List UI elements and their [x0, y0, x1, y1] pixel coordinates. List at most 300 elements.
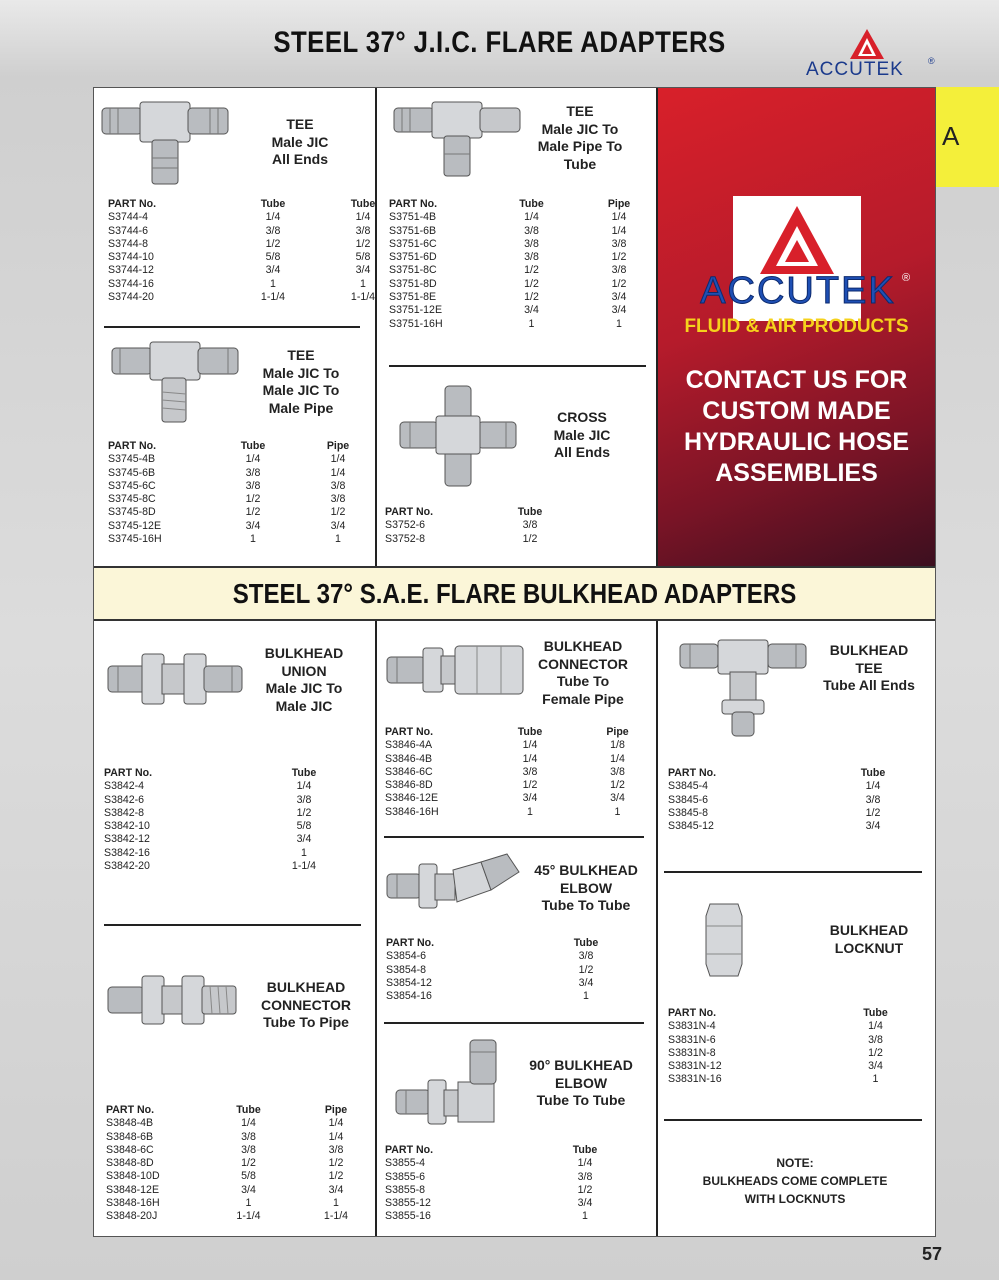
size-cell: 1/4 — [611, 211, 627, 224]
part-number-cell: S3751-6C — [389, 237, 437, 250]
part-number-cell: S3831N-8 — [668, 1046, 716, 1059]
table-row — [668, 1073, 923, 1086]
size-cell: 1/4 — [522, 752, 538, 765]
title-line: Tube To — [556, 673, 610, 689]
divider-rule — [104, 924, 361, 926]
part-number-cell: S3744-4 — [108, 211, 149, 224]
table-row — [385, 519, 565, 532]
part-number-cell: S3848-6B — [106, 1130, 154, 1143]
table-header-row — [668, 767, 918, 780]
table-row — [385, 1197, 615, 1210]
table-row — [389, 211, 674, 224]
size-cell: 3/8 — [330, 479, 346, 492]
product-title-bulkhead-elbow-45 — [526, 862, 646, 915]
size-cell: 5/8 — [265, 251, 281, 264]
size-cell: 1 — [614, 805, 621, 818]
size-cell: 1 — [583, 990, 589, 1003]
table-row — [389, 238, 674, 251]
size-cell: 1/4 — [330, 453, 346, 466]
divider-rule — [104, 326, 360, 328]
section-band — [94, 566, 935, 621]
table-row — [108, 467, 393, 480]
title-line: Male JIC — [275, 697, 333, 714]
title-line: ELBOW — [559, 879, 613, 896]
parts-table-bulkhead-locknut — [668, 1007, 923, 1087]
table-row — [104, 807, 354, 820]
parts-table-bulkhead-union — [104, 767, 354, 873]
promo-contact-text — [658, 365, 935, 489]
size-cell: 3/8 — [328, 1143, 344, 1156]
parts-table-cross — [385, 506, 565, 546]
table-row — [668, 1020, 923, 1033]
part-number-cell: S3854-6 — [386, 950, 427, 963]
table-row — [389, 264, 674, 277]
size-cell: 3/4 — [865, 820, 881, 833]
table-row — [385, 1210, 615, 1223]
table-row — [104, 833, 354, 846]
size-cell: 3/8 — [868, 1033, 883, 1046]
accutek-triangle-icon — [849, 28, 885, 60]
table-row — [385, 766, 675, 779]
table-row — [389, 278, 674, 291]
section-title: STEEL 37° S.A.E. FLARE BULKHEAD ADAPTERS — [232, 578, 797, 609]
table-row — [108, 291, 408, 304]
table-row — [108, 264, 408, 277]
divider-rule — [664, 1119, 922, 1121]
title-line: Female Pipe — [542, 690, 624, 707]
tee-pipe-fitting-image — [392, 98, 522, 180]
title-line: CONNECTOR — [538, 655, 628, 672]
part-number-cell: S3751-4B — [389, 211, 437, 224]
note-line: BULKHEADS COME COMPLETE — [702, 1174, 888, 1188]
size-cell: 1/2 — [245, 506, 261, 519]
size-cell: 1/4 — [865, 780, 881, 793]
part-number-cell: S3745-8D — [108, 506, 156, 519]
bulkhead-connector-female-image — [385, 642, 525, 698]
table-row — [106, 1144, 391, 1157]
size-cell: 3/8 — [577, 1170, 593, 1183]
size-cell: 1 — [250, 533, 256, 546]
part-number-cell: S3842-4 — [104, 780, 145, 793]
size-cell: 1 — [360, 277, 366, 290]
bulkhead-elbow-45-image — [385, 852, 525, 914]
title-line: CONNECTOR — [261, 996, 351, 1013]
size-cell: 1/2 — [868, 1046, 883, 1059]
table-row — [668, 794, 918, 807]
title-line: Male JIC — [553, 426, 611, 443]
size-cell: 3/4 — [296, 833, 312, 846]
size-cell: 1/2 — [611, 277, 627, 290]
part-number-cell: S3855-4 — [385, 1157, 426, 1170]
accutek-triangle-icon — [758, 204, 836, 276]
size-cell: 1/4 — [330, 466, 346, 479]
size-cell: 3/4 — [524, 304, 539, 317]
table-row — [386, 964, 616, 977]
table-row — [108, 533, 393, 546]
size-cell: 3/8 — [610, 765, 625, 778]
product-title-tee-jic-pipe — [240, 347, 362, 417]
size-cell: 1 — [245, 1197, 252, 1210]
size-cell: Tube — [573, 937, 599, 949]
table-row — [668, 1034, 923, 1047]
part-number-cell: S3854-12 — [386, 976, 432, 989]
size-cell: 1/4 — [328, 1117, 344, 1130]
size-cell: 1/4 — [265, 211, 281, 224]
table-row — [385, 753, 675, 766]
bulkhead-locknut-image — [704, 902, 744, 978]
title-line: Male Pipe To — [537, 138, 623, 154]
size-cell: 3/8 — [265, 224, 281, 237]
size-cell: Tube — [236, 1104, 261, 1116]
size-cell: 5/8 — [241, 1170, 256, 1183]
product-title-bulkhead-connector-female — [522, 638, 644, 708]
part-number-cell: S3831N-4 — [668, 1020, 716, 1033]
table-header-row — [108, 198, 408, 211]
part-number-cell: S3745-6B — [108, 466, 156, 479]
table-row — [668, 820, 918, 833]
parts-table-bulkhead-connector-pipe — [106, 1104, 391, 1224]
table-row — [385, 1157, 615, 1170]
table-header-row — [389, 198, 674, 211]
part-number-cell: S3744-6 — [108, 224, 149, 237]
size-cell: 1/4 — [611, 224, 627, 237]
product-title-tee — [240, 116, 360, 169]
table-row — [389, 318, 674, 331]
contact-line: HYDRAULIC HOSE — [683, 428, 909, 456]
part-number-cell: S3751-6B — [389, 224, 437, 237]
divider-rule — [389, 365, 646, 367]
size-cell: Tube — [519, 198, 544, 210]
part-number-cell: S3848-4B — [106, 1117, 154, 1130]
size-cell: 1/2 — [296, 806, 312, 819]
size-cell: 1/2 — [611, 251, 627, 264]
size-cell: 1/2 — [577, 1183, 593, 1196]
contact-line: CONTACT US FOR — [685, 366, 908, 394]
bulkhead-connector-pipe-image — [106, 972, 238, 1028]
table-row — [385, 1184, 615, 1197]
size-cell: 1/4 — [610, 752, 625, 765]
part-number-cell: S3751-8E — [389, 291, 437, 304]
table-row — [389, 291, 674, 304]
title-line: TEE — [855, 659, 883, 676]
part-number-cell: S3846-6C — [385, 765, 433, 778]
size-cell: 1/4 — [355, 211, 371, 224]
size-cell: 1/2 — [522, 532, 538, 545]
table-row — [108, 520, 393, 533]
table-row — [108, 251, 408, 264]
size-cell: 1/2 — [524, 277, 539, 290]
size-cell: 3/8 — [355, 224, 371, 237]
size-cell: 3/4 — [330, 519, 346, 532]
size-cell: Tube — [350, 198, 376, 210]
size-cell: 1/2 — [328, 1157, 344, 1170]
size-cell: 1 — [527, 805, 533, 818]
part-number-cell: PART No. — [668, 767, 717, 779]
divider-rule — [384, 1022, 644, 1024]
page-number: 57 — [922, 1244, 943, 1264]
size-cell: Pipe — [326, 440, 350, 452]
bulkhead-tee-image — [678, 636, 808, 740]
size-cell: 3/4 — [245, 519, 261, 532]
table-row — [668, 1060, 923, 1073]
title-line: Tube To Tube — [541, 897, 631, 913]
size-cell: Tube — [517, 506, 543, 518]
part-number-cell: S3842-16 — [104, 846, 150, 859]
title-line: Male JIC To — [262, 364, 340, 381]
size-cell: Tube — [291, 767, 317, 779]
title-line: Tube To Pipe — [263, 1014, 349, 1030]
part-number-cell: PART No. — [106, 1104, 155, 1116]
title-line: All Ends — [271, 151, 328, 167]
size-cell: 3/4 — [577, 1197, 593, 1210]
size-cell: Tube — [260, 198, 286, 210]
parts-table-bulkhead-tee — [668, 767, 918, 833]
part-number-cell: S3744-20 — [108, 291, 154, 304]
table-row — [106, 1157, 391, 1170]
product-title-bulkhead-union — [244, 645, 364, 715]
size-cell: 1/4 — [296, 780, 312, 793]
size-cell: 3/8 — [611, 264, 627, 277]
part-number-cell: S3845-8 — [668, 806, 709, 819]
part-number-cell: PART No. — [108, 440, 157, 452]
part-number-cell: S3751-6D — [389, 251, 437, 264]
table-header-row — [106, 1104, 391, 1117]
size-cell: 1/8 — [610, 739, 625, 752]
table-header-row — [385, 506, 565, 519]
table-row — [108, 453, 393, 466]
size-cell: 1-1/4 — [291, 860, 317, 873]
size-cell: 1/2 — [355, 237, 371, 250]
size-cell: 3/4 — [522, 792, 538, 805]
title-line: Male JIC To — [262, 382, 340, 398]
product-title-bulkhead-tee — [808, 642, 930, 695]
accutek-logo-header — [806, 28, 946, 78]
part-number-cell: PART No. — [104, 767, 153, 779]
part-number-cell: S3745-6C — [108, 479, 156, 492]
title-line: BULKHEAD — [829, 642, 909, 658]
size-cell: 1 — [301, 846, 307, 859]
table-row — [106, 1184, 391, 1197]
parts-table-bulkhead-elbow-45 — [386, 937, 616, 1003]
table-header-row — [385, 1144, 615, 1157]
section-tab[interactable] — [936, 87, 999, 187]
size-cell: 1/2 — [524, 291, 539, 304]
part-number-cell: S3855-16 — [385, 1210, 431, 1223]
part-number-cell: S3848-20J — [106, 1210, 158, 1223]
table-row — [108, 506, 393, 519]
size-cell: 3/4 — [328, 1183, 344, 1196]
column-divider — [656, 621, 658, 1236]
part-number-cell: S3744-16 — [108, 277, 154, 290]
size-cell: 1/4 — [245, 453, 261, 466]
size-cell: 1/2 — [241, 1157, 256, 1170]
promo-tagline: FLUID & AIR PRODUCTS — [684, 316, 909, 337]
part-number-cell: S3848-10D — [106, 1170, 160, 1183]
contact-line: CUSTOM MADE — [702, 397, 891, 425]
table-row — [389, 251, 674, 264]
size-cell: 5/8 — [355, 251, 371, 264]
size-cell: Tube — [863, 1007, 888, 1019]
table-row — [106, 1131, 391, 1144]
size-cell: 1/2 — [245, 493, 261, 506]
promo-panel[interactable] — [658, 88, 935, 566]
logo-wordmark: ACCUTEK — [806, 59, 904, 80]
size-cell: 1 — [333, 1197, 339, 1210]
promo-registered-mark: ® — [902, 272, 911, 284]
part-number-cell: S3744-12 — [108, 264, 154, 277]
table-row — [668, 780, 918, 793]
part-number-cell: S3845-12 — [668, 820, 714, 833]
size-cell: 3/8 — [524, 251, 539, 264]
table-header-row — [668, 1007, 923, 1020]
bulkhead-union-image — [106, 648, 244, 710]
size-cell: 1/4 — [522, 739, 538, 752]
table-row — [108, 493, 393, 506]
part-number-cell: S3744-8 — [108, 237, 149, 250]
table-row — [385, 739, 675, 752]
table-header-row — [108, 440, 393, 453]
size-cell: 5/8 — [296, 820, 312, 833]
size-cell: 3/4 — [611, 304, 627, 317]
title-line: Tube To Tube — [536, 1092, 626, 1108]
part-number-cell: S3845-6 — [668, 793, 709, 806]
size-cell: 3/8 — [865, 793, 881, 806]
table-row — [106, 1170, 391, 1183]
size-cell: Pipe — [324, 1104, 348, 1116]
tee-jic-pipe-fitting-image — [110, 336, 240, 426]
table-row — [104, 820, 354, 833]
table-header-row — [104, 767, 354, 780]
size-cell: 3/8 — [245, 479, 261, 492]
size-cell: 1/2 — [578, 963, 594, 976]
parts-table-bulkhead-connector-female — [385, 726, 675, 819]
title-line: ELBOW — [554, 1074, 608, 1091]
size-cell: 3/4 — [611, 291, 627, 304]
size-cell: 1-1/4 — [350, 291, 376, 304]
part-number-cell: S3745-8C — [108, 493, 156, 506]
size-cell: Tube — [517, 726, 543, 738]
note-line: NOTE: — [776, 1156, 814, 1170]
title-line: Male Pipe — [268, 399, 334, 416]
part-number-cell: S3751-8D — [389, 277, 437, 290]
size-cell: 1/2 — [524, 264, 539, 277]
cross-fitting-image — [398, 384, 518, 490]
size-cell: 1/2 — [522, 779, 538, 792]
size-cell: 3/4 — [355, 264, 371, 277]
size-cell: 3/8 — [330, 493, 346, 506]
size-cell: 3/4 — [265, 264, 281, 277]
size-cell: 1/2 — [610, 779, 625, 792]
parts-table-tee-pipe-tube — [389, 198, 674, 331]
size-cell: 3/4 — [610, 792, 625, 805]
size-cell: 1-1/4 — [260, 291, 286, 304]
table-row — [108, 278, 408, 291]
part-number-cell: S3745-12E — [108, 519, 162, 532]
logo-registered-mark: ® — [928, 56, 935, 66]
title-line: BULKHEAD — [829, 922, 909, 938]
part-number-cell: S3855-6 — [385, 1170, 426, 1183]
size-cell: 1-1/4 — [323, 1210, 349, 1223]
part-number-cell: PART No. — [668, 1007, 717, 1019]
table-row — [104, 794, 354, 807]
title-line: TEE — [286, 116, 314, 132]
size-cell: 1/2 — [330, 506, 346, 519]
size-cell: 1 — [582, 1210, 588, 1223]
title-line: 45° BULKHEAD — [534, 862, 638, 878]
table-row — [385, 1171, 615, 1184]
part-number-cell: S3848-8D — [106, 1157, 154, 1170]
size-cell: 1 — [616, 317, 622, 330]
title-line: BULKHEAD — [266, 979, 346, 995]
table-row — [386, 990, 616, 1003]
size-cell: Tube — [860, 767, 886, 779]
part-number-cell: S3846-12E — [385, 792, 439, 805]
part-number-cell: S3831N-12 — [668, 1060, 722, 1073]
product-title-cross — [522, 409, 642, 462]
size-cell: 3/8 — [296, 793, 312, 806]
contact-line: ASSEMBLIES — [715, 459, 878, 487]
table-row — [668, 807, 918, 820]
part-number-cell: S3848-12E — [106, 1183, 160, 1196]
table-row — [108, 480, 393, 493]
part-number-cell: S3842-6 — [104, 793, 145, 806]
part-number-cell: S3751-12E — [389, 304, 443, 317]
part-number-cell: S3831N-16 — [668, 1073, 722, 1086]
product-title-bulkhead-connector-pipe — [246, 979, 366, 1032]
size-cell: Tube — [240, 440, 266, 452]
parts-table-bulkhead-elbow-90 — [385, 1144, 615, 1224]
bulkhead-elbow-90-image — [394, 1036, 514, 1132]
promo-brand: ACCUTEK — [700, 270, 896, 312]
part-number-cell: S3846-4B — [385, 752, 433, 765]
title-line: LOCKNUT — [834, 939, 904, 956]
part-number-cell: S3846-8D — [385, 779, 433, 792]
part-number-cell: S3854-8 — [386, 963, 427, 976]
part-number-cell: S3855-12 — [385, 1197, 431, 1210]
size-cell: Pipe — [606, 726, 629, 738]
part-number-cell: S3846-4A — [385, 739, 433, 752]
table-row — [385, 806, 675, 819]
table-row — [108, 225, 408, 238]
size-cell: 3/8 — [522, 765, 538, 778]
size-cell: Tube — [572, 1144, 598, 1156]
size-cell: 3/8 — [611, 237, 627, 250]
size-cell: 1/4 — [868, 1020, 883, 1033]
title-line: 90° BULKHEAD — [529, 1057, 633, 1073]
table-header-row — [385, 726, 675, 739]
product-title-bulkhead-elbow-90 — [520, 1057, 642, 1110]
title-line: Male JIC To — [541, 120, 619, 137]
part-number-cell: S3752-8 — [385, 532, 426, 545]
part-number-cell: S3854-16 — [386, 990, 432, 1003]
title-line: TEE — [566, 103, 594, 119]
note-line: WITH LOCKNUTS — [744, 1192, 846, 1206]
part-number-cell: S3855-8 — [385, 1183, 426, 1196]
size-cell: 1/4 — [328, 1130, 344, 1143]
size-cell: 3/8 — [524, 224, 539, 237]
title-line: TEE — [287, 347, 315, 363]
table-header-row — [386, 937, 616, 950]
table-row — [104, 780, 354, 793]
table-row — [106, 1197, 391, 1210]
table-row — [386, 950, 616, 963]
part-number-cell: S3846-16H — [385, 805, 439, 818]
size-cell: 1/4 — [524, 211, 539, 224]
page-title: STEEL 37° J.I.C. FLARE ADAPTERS — [273, 26, 726, 59]
title-line: Male JIC — [271, 133, 329, 150]
size-cell: 3/4 — [578, 976, 594, 989]
title-line: CROSS — [557, 409, 607, 425]
